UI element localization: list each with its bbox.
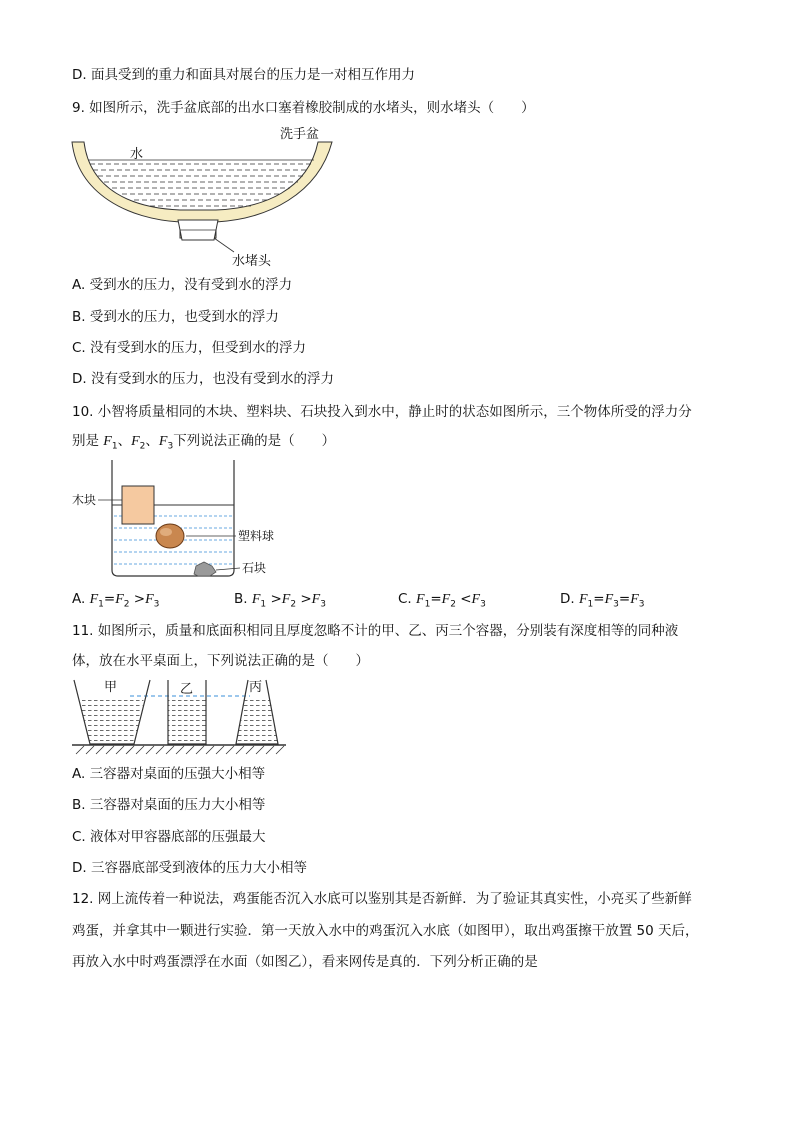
water-label: 水 <box>130 147 144 162</box>
plug-label: 水堵头 <box>232 254 272 269</box>
q9-stem: 9. 如图所示，洗手盆底部的出水口塞着橡胶制成的水堵头，则水堵头（ ） <box>72 100 535 116</box>
q9-option-a: A. 受到水的压力，没有受到水的浮力 <box>72 277 293 293</box>
basin-label: 洗手盆 <box>280 127 320 142</box>
q10-stem-line2: 别是 $F_1$、$F_2$、$F_3$下列说法正确的是（ ） <box>72 433 336 452</box>
q11-option-c: C. 液体对甲容器底部的压强最大 <box>72 829 266 845</box>
q11-stem-line1: 11. 如图所示，质量和底面积相同且厚度忽略不计的甲、乙、丙三个容器，分别装有深度相等的同种液 <box>72 623 679 639</box>
wood-block <box>122 486 154 524</box>
plastic-label: 塑料球 <box>238 529 275 543</box>
table-hatching <box>76 746 284 754</box>
q12-line1: 12. 网上流传着一种说法，鸡蛋能否沉入水底可以鉴别其是否新鲜．为了验证其真实性，小亮买了些新鲜 <box>72 891 692 907</box>
label-yi: 乙 <box>180 682 194 697</box>
q9-option-c: C. 没有受到水的压力，但受到水的浮力 <box>72 340 307 356</box>
q10-option-d: D. $F_1=F_3=F_3$ <box>560 591 645 610</box>
q9-option-d: D. 没有受到水的压力，也没有受到水的浮力 <box>72 371 334 387</box>
plastic-ball <box>156 524 184 548</box>
q9-basin-figure <box>68 124 340 270</box>
q11-containers-figure <box>70 678 290 756</box>
stone <box>194 562 216 576</box>
q10-option-a: A. $F_1=F_2 >F_3$ <box>72 591 160 610</box>
q10-stem-prefix: 别是 <box>72 433 104 449</box>
wood-label: 木块 <box>72 493 97 507</box>
q10-stem-suffix: 下列说法正确的是（ ） <box>173 433 336 449</box>
q11-stem-line2: 体，放在水平桌面上，下列说法正确的是（ ） <box>72 653 369 669</box>
q11-option-b: B. 三容器对桌面的压力大小相等 <box>72 797 266 813</box>
q10-container-figure <box>70 458 290 580</box>
q8-option-d: D. 面具受到的重力和面具对展台的压力是一对相互作用力 <box>72 67 415 83</box>
label-bing: 丙 <box>249 680 263 695</box>
q11-option-d: D. 三容器底部受到液体的压力大小相等 <box>72 860 307 876</box>
label-jia: 甲 <box>104 680 118 695</box>
q10-option-b: B. $F_1 >F_2 >F_3$ <box>234 591 326 610</box>
q10-stem-line1: 10. 小智将质量相同的木块、塑料块、石块投入到水中，静止时的状态如图所示，三个物体所受的浮力分 <box>72 404 692 420</box>
q9-option-b: B. 受到水的压力，也受到水的浮力 <box>72 309 279 325</box>
q12-line2: 鸡蛋，并拿其中一颗进行实验．第一天放入水中的鸡蛋沉入水底（如图甲），取出鸡蛋擦干放置 50 天后， <box>72 923 699 939</box>
stone-label: 石块 <box>242 561 267 575</box>
q11-option-a: A. 三容器对桌面的压强大小相等 <box>72 766 266 782</box>
q12-line3: 再放入水中时鸡蛋漂浮在水面（如图乙），看来网传是真的．下列分析正确的是 <box>72 954 538 970</box>
q10-option-c: C. $F_1=F_2 <F_3$ <box>398 591 486 610</box>
